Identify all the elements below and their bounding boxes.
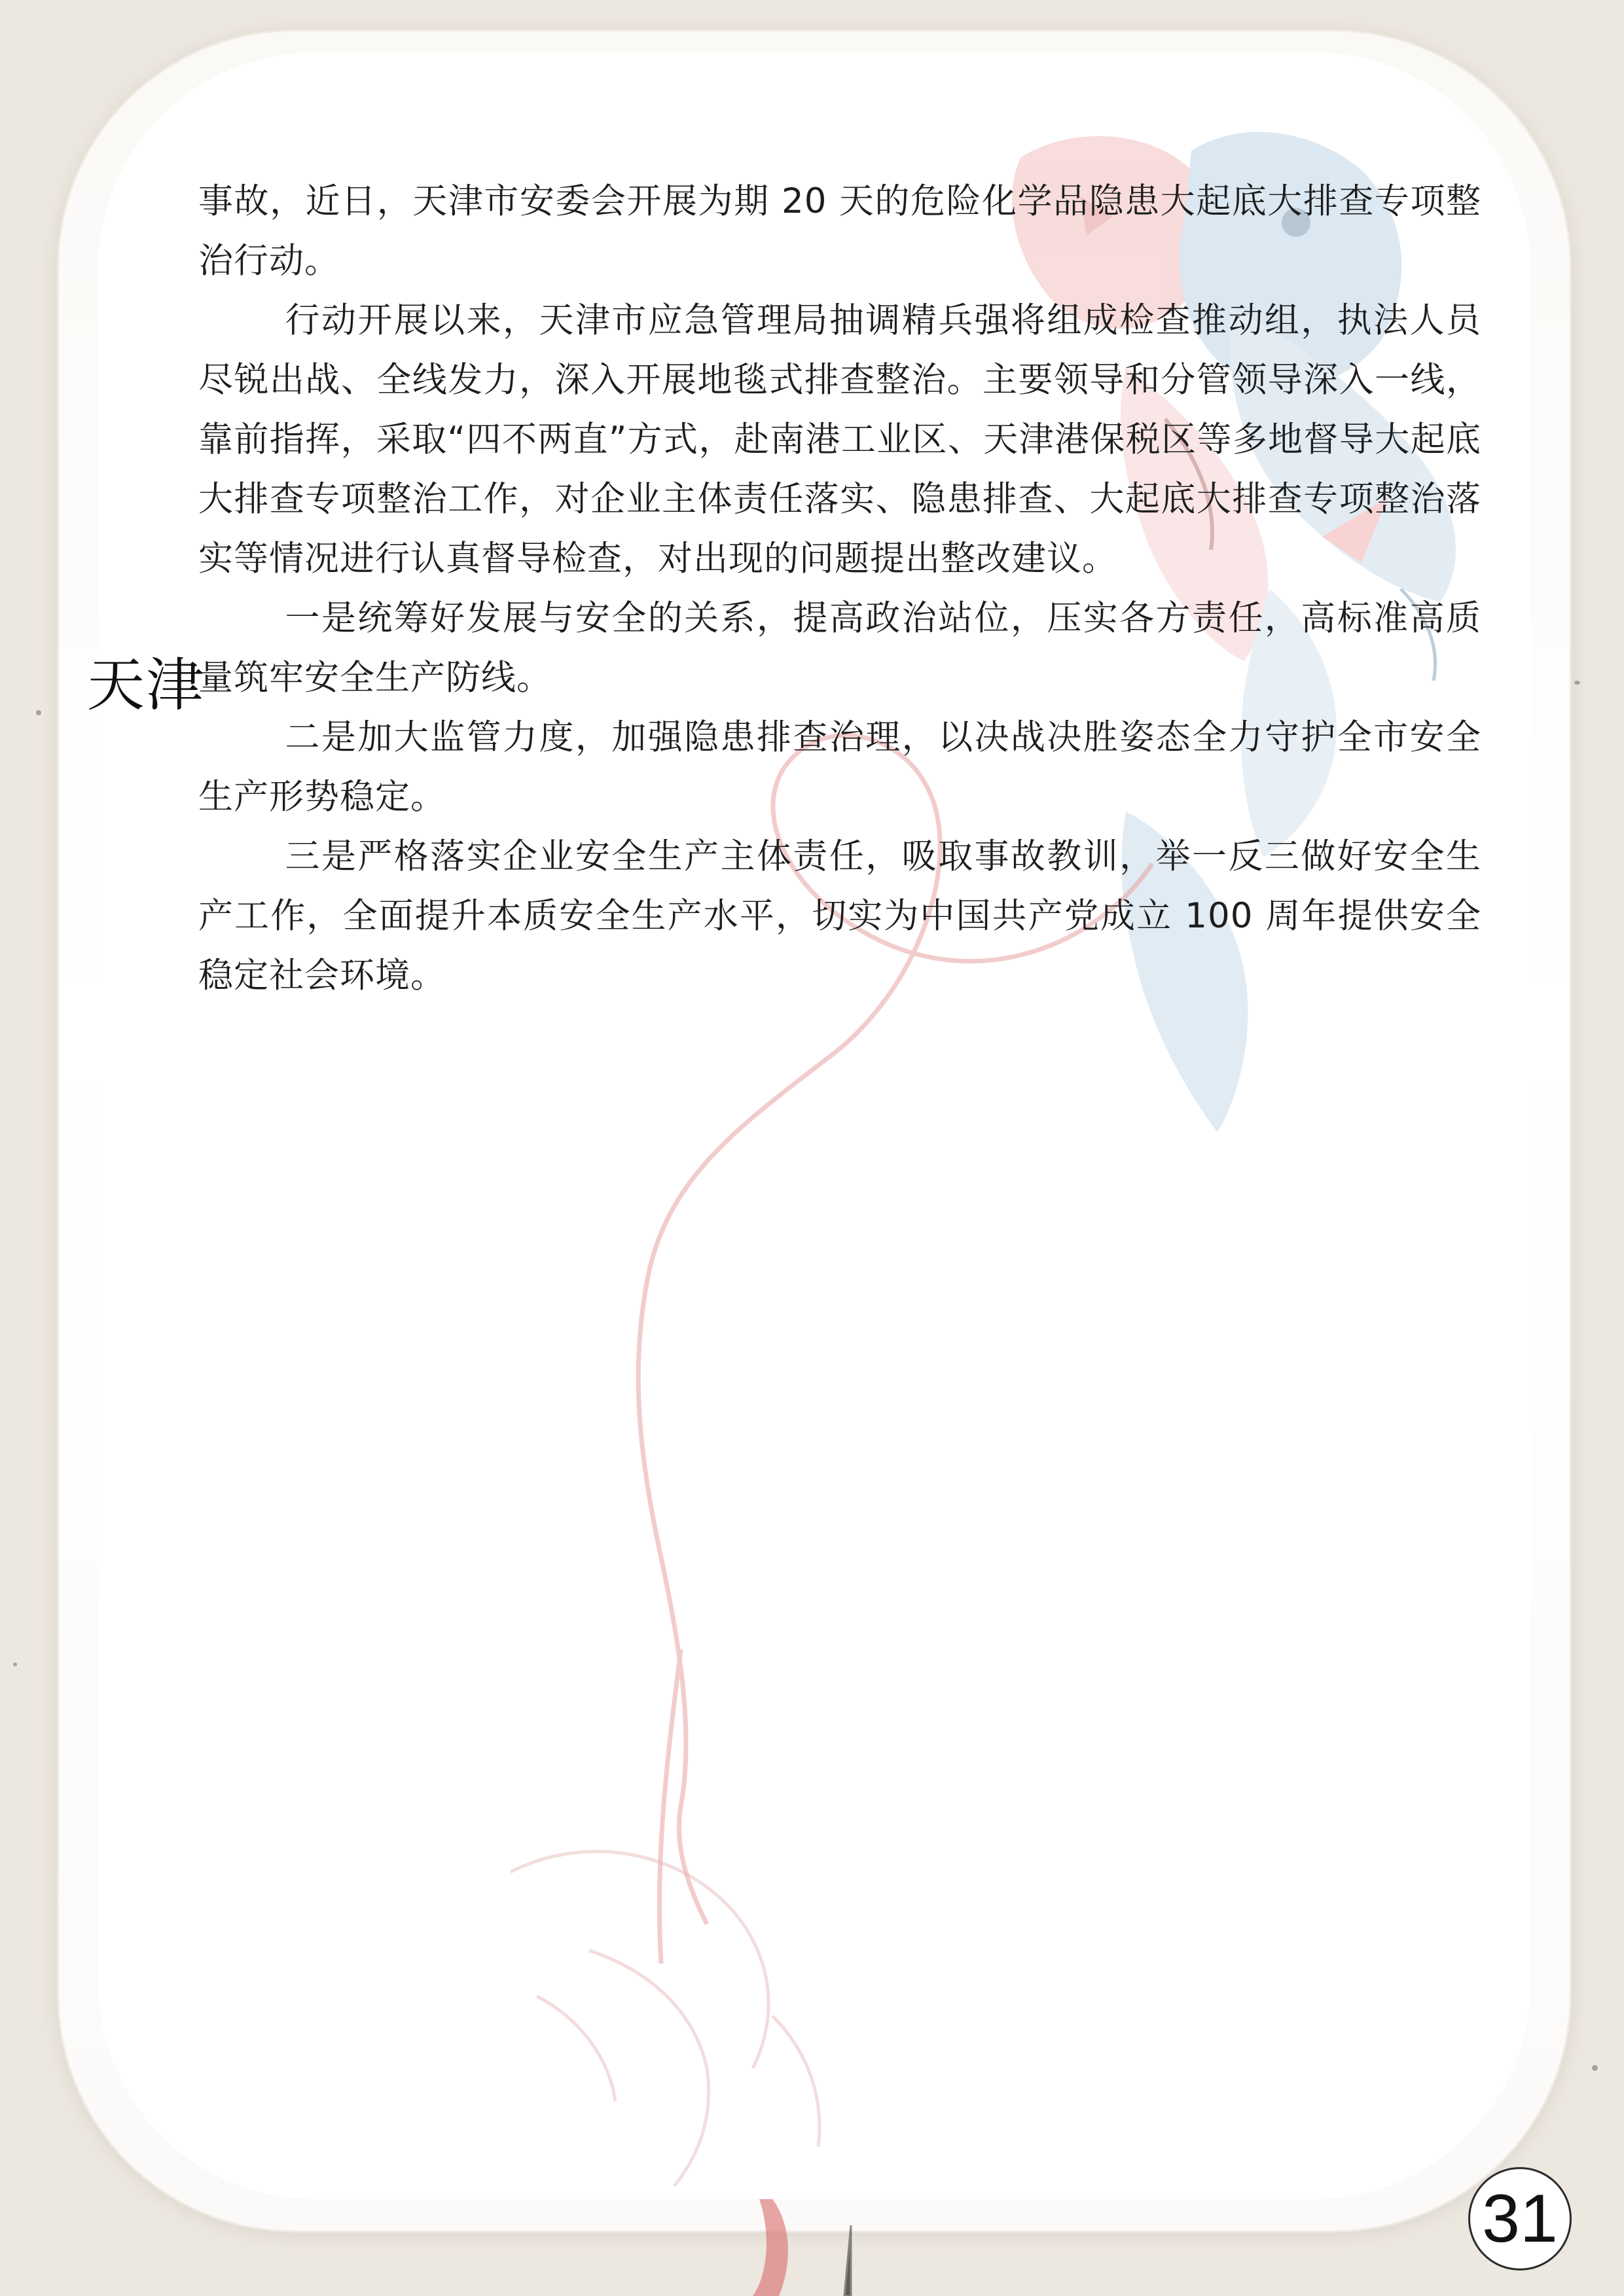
page-number: 31 <box>1482 2181 1558 2257</box>
paragraph-3: 一是统筹好发展与安全的关系，提高政治站位，压实各方责任，高标准高质量筑牢安全生产防线。 <box>198 598 1481 698</box>
paragraph-1: 事故，近日，天津市安委会开展为期 20 天的危险化学品隐患大起底大排查专项整治行动。 <box>198 181 1481 281</box>
side-title: 天津 <box>87 651 206 719</box>
paragraph-4: 二是加大监管力度，加强隐患排查治理，以决战决胜姿态全力守护全市安全生产形势稳定。 <box>198 717 1481 817</box>
paragraph-2: 行动开展以来，天津市应急管理局抽调精兵强将组成检查推动组，执法人员尽锐出战、全线发力，深入开展地毯式排查整治。主要领导和分管领导深入一线，靠前指挥，采取“四不两直”方式，赴南港工业区、天津港保税区等多地督导大起底大排查专项整治工作，对企业主体责任落实、隐患排查、大起底大排查专项整治落实等情况进行认真督导检查，对出现的问题提出整改建议。 <box>198 300 1481 579</box>
page-number-badge <box>1468 2167 1572 2270</box>
paragraph-5: 三是严格落实企业安全生产主体责任，吸取事故教训，举一反三做好安全生产工作，全面提升本质安全生产水平，切实为中国共产党成立 100 周年提供安全稳定社会环境。 <box>198 836 1481 996</box>
article-body <box>198 171 1481 1005</box>
